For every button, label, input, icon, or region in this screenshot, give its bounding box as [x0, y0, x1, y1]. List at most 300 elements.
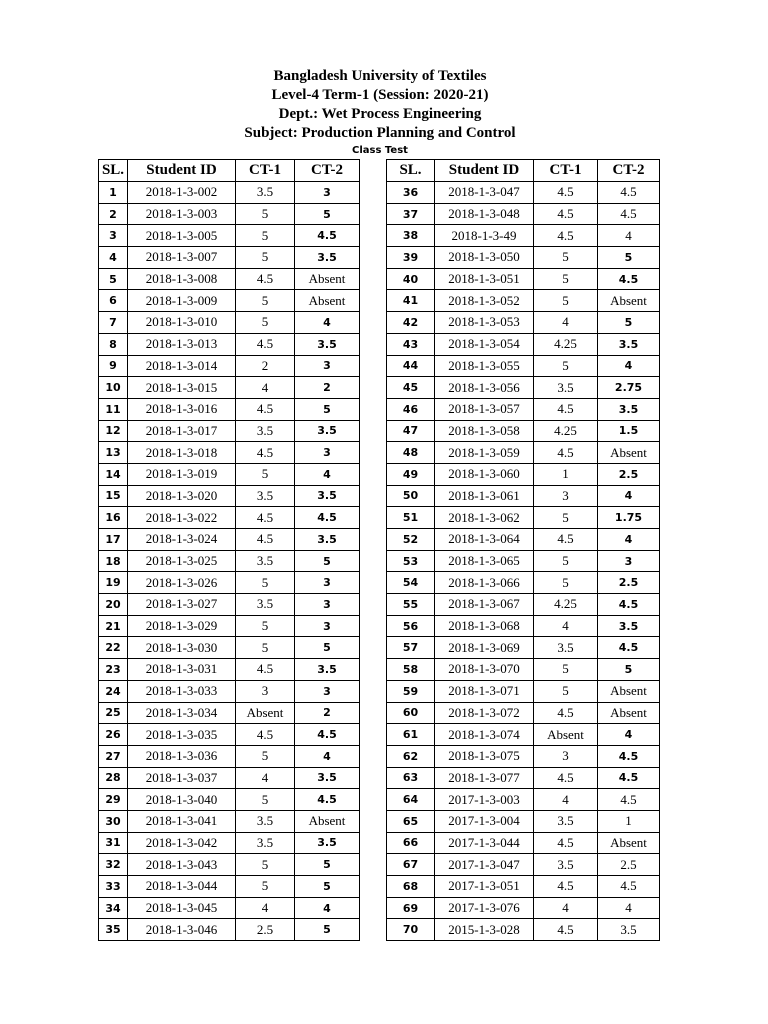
column-separator — [360, 463, 387, 485]
ct2-score-cell: 5 — [295, 876, 360, 898]
ct1-score-cell: 4 — [236, 377, 295, 399]
serial-number-cell: 35 — [99, 919, 128, 941]
ct1-score-cell: 4.5 — [534, 182, 598, 204]
ct2-score-cell: 5 — [598, 659, 660, 681]
student-id-cell: 2018-1-3-015 — [128, 377, 236, 399]
ct1-score-cell: 5 — [236, 225, 295, 247]
ct2-score-cell: 4.5 — [295, 724, 360, 746]
ct1-score-cell: 4.5 — [236, 659, 295, 681]
department: Dept.: Wet Process Engineering — [278, 106, 482, 122]
col-header-sl: SL. — [99, 160, 128, 182]
serial-number-cell: 26 — [99, 724, 128, 746]
ct1-score-cell: 3 — [534, 745, 598, 767]
ct1-score-cell: 4.5 — [534, 529, 598, 551]
ct2-score-cell: 5 — [295, 550, 360, 572]
ct1-score-cell: 4.5 — [236, 442, 295, 464]
serial-number-cell: 38 — [387, 225, 435, 247]
col-header-student-id: Student ID — [435, 160, 534, 182]
ct2-score-cell: 4.5 — [598, 767, 660, 789]
column-separator — [360, 897, 387, 919]
ct2-score-cell: 4.5 — [598, 637, 660, 659]
ct1-score-cell: 3 — [534, 485, 598, 507]
serial-number-cell: 24 — [99, 680, 128, 702]
ct2-score-cell: 5 — [295, 203, 360, 225]
table-row — [99, 290, 660, 312]
serial-number-cell: 46 — [387, 398, 435, 420]
student-id-cell: 2018-1-3-060 — [435, 463, 534, 485]
table-row — [99, 507, 660, 529]
student-id-cell: 2018-1-3-033 — [128, 680, 236, 702]
serial-number-cell: 2 — [99, 203, 128, 225]
serial-number-cell: 70 — [387, 919, 435, 941]
ct1-score-cell: 3.5 — [236, 550, 295, 572]
table-row — [99, 550, 660, 572]
ct1-score-cell: 4 — [534, 312, 598, 334]
serial-number-cell: 19 — [99, 572, 128, 594]
table-row — [99, 377, 660, 399]
column-separator — [360, 767, 387, 789]
student-id-cell: 2018-1-3-070 — [435, 659, 534, 681]
ct2-score-cell: 5 — [295, 398, 360, 420]
ct2-score-cell: 3.5 — [295, 485, 360, 507]
ct1-score-cell: 3.5 — [236, 182, 295, 204]
table-row — [99, 637, 660, 659]
student-id-cell: 2018-1-3-014 — [128, 355, 236, 377]
table-row — [99, 680, 660, 702]
student-id-cell: 2017-1-3-004 — [435, 810, 534, 832]
serial-number-cell: 40 — [387, 268, 435, 290]
serial-number-cell: 15 — [99, 485, 128, 507]
column-separator — [360, 745, 387, 767]
column-separator — [360, 529, 387, 551]
table-row — [99, 724, 660, 746]
student-id-cell: 2018-1-3-047 — [435, 182, 534, 204]
column-separator — [360, 247, 387, 269]
column-separator — [360, 160, 387, 182]
column-separator — [360, 789, 387, 811]
student-id-cell: 2018-1-3-030 — [128, 637, 236, 659]
table-row — [99, 745, 660, 767]
ct1-score-cell: 5 — [236, 789, 295, 811]
table-row — [99, 268, 660, 290]
ct2-score-cell: 3.5 — [295, 529, 360, 551]
ct1-score-cell: 5 — [236, 463, 295, 485]
serial-number-cell: 5 — [99, 268, 128, 290]
serial-number-cell: 55 — [387, 594, 435, 616]
student-id-cell: 2018-1-3-050 — [435, 247, 534, 269]
serial-number-cell: 30 — [99, 810, 128, 832]
student-id-cell: 2018-1-3-026 — [128, 572, 236, 594]
serial-number-cell: 18 — [99, 550, 128, 572]
ct1-score-cell: 5 — [236, 745, 295, 767]
ct1-score-cell: 4.25 — [534, 420, 598, 442]
ct2-score-cell: 4 — [598, 529, 660, 551]
ct2-score-cell: 4.5 — [598, 745, 660, 767]
serial-number-cell: 33 — [99, 876, 128, 898]
ct1-score-cell: 4.5 — [534, 832, 598, 854]
serial-number-cell: 54 — [387, 572, 435, 594]
ct1-score-cell: 4 — [534, 897, 598, 919]
serial-number-cell: 14 — [99, 463, 128, 485]
student-id-cell: 2018-1-3-051 — [435, 268, 534, 290]
student-id-cell: 2018-1-3-054 — [435, 333, 534, 355]
serial-number-cell: 61 — [387, 724, 435, 746]
serial-number-cell: 44 — [387, 355, 435, 377]
student-id-cell: 2018-1-3-072 — [435, 702, 534, 724]
ct2-score-cell: Absent — [598, 832, 660, 854]
serial-number-cell: 4 — [99, 247, 128, 269]
student-id-cell: 2018-1-3-024 — [128, 529, 236, 551]
column-separator — [360, 615, 387, 637]
ct1-score-cell: 5 — [534, 247, 598, 269]
column-separator — [360, 355, 387, 377]
table-row — [99, 594, 660, 616]
col-header-ct1: CT-1 — [236, 160, 295, 182]
table-row — [99, 312, 660, 334]
student-id-cell: 2018-1-3-048 — [435, 203, 534, 225]
ct1-score-cell: 4.5 — [534, 767, 598, 789]
serial-number-cell: 16 — [99, 507, 128, 529]
marks-table — [98, 159, 660, 941]
table-row — [99, 203, 660, 225]
student-id-cell: 2015-1-3-028 — [435, 919, 534, 941]
student-id-cell: 2018-1-3-069 — [435, 637, 534, 659]
ct2-score-cell: 4.5 — [598, 268, 660, 290]
serial-number-cell: 65 — [387, 810, 435, 832]
serial-number-cell: 41 — [387, 290, 435, 312]
table-row — [99, 463, 660, 485]
col-header-student-id: Student ID — [128, 160, 236, 182]
ct1-score-cell: 4.5 — [236, 507, 295, 529]
ct2-score-cell: 2 — [295, 377, 360, 399]
ct2-score-cell: 4.5 — [598, 182, 660, 204]
ct1-score-cell: 5 — [534, 572, 598, 594]
subject: Subject: Production Planning and Control — [244, 125, 516, 141]
ct2-score-cell: 4 — [295, 897, 360, 919]
ct2-score-cell: 4.5 — [598, 203, 660, 225]
serial-number-cell: 50 — [387, 485, 435, 507]
ct1-score-cell: 3.5 — [534, 854, 598, 876]
document-header — [0, 67, 760, 158]
table-row — [99, 247, 660, 269]
student-id-cell: 2018-1-3-043 — [128, 854, 236, 876]
col-header-ct1: CT-1 — [534, 160, 598, 182]
student-id-cell: 2018-1-3-019 — [128, 463, 236, 485]
ct2-score-cell: 3.5 — [295, 247, 360, 269]
student-id-cell: 2018-1-3-009 — [128, 290, 236, 312]
student-id-cell: 2018-1-3-062 — [435, 507, 534, 529]
ct2-score-cell: 2.75 — [598, 377, 660, 399]
ct1-score-cell: 3.5 — [236, 810, 295, 832]
table-row — [99, 919, 660, 941]
student-id-cell: 2018-1-3-042 — [128, 832, 236, 854]
col-header-ct2: CT-2 — [598, 160, 660, 182]
ct2-score-cell: 4.5 — [598, 789, 660, 811]
student-id-cell: 2018-1-3-002 — [128, 182, 236, 204]
serial-number-cell: 22 — [99, 637, 128, 659]
ct2-score-cell: 4.5 — [598, 594, 660, 616]
student-id-cell: 2018-1-3-018 — [128, 442, 236, 464]
ct1-score-cell: 5 — [534, 290, 598, 312]
col-header-ct2: CT-2 — [295, 160, 360, 182]
student-id-cell: 2018-1-3-008 — [128, 268, 236, 290]
serial-number-cell: 12 — [99, 420, 128, 442]
table-row — [99, 225, 660, 247]
student-id-cell: 2018-1-3-046 — [128, 919, 236, 941]
ct1-score-cell: 4.5 — [534, 442, 598, 464]
student-id-cell: 2017-1-3-044 — [435, 832, 534, 854]
serial-number-cell: 56 — [387, 615, 435, 637]
ct2-score-cell: 4.5 — [295, 225, 360, 247]
ct1-score-cell: 3.5 — [236, 485, 295, 507]
serial-number-cell: 11 — [99, 398, 128, 420]
ct1-score-cell: 4 — [236, 897, 295, 919]
ct2-score-cell: 3.5 — [295, 767, 360, 789]
student-id-cell: 2017-1-3-003 — [435, 789, 534, 811]
ct2-score-cell: 4 — [295, 745, 360, 767]
ct1-score-cell: 3.5 — [534, 377, 598, 399]
serial-number-cell: 48 — [387, 442, 435, 464]
ct1-score-cell: 4.25 — [534, 333, 598, 355]
serial-number-cell: 67 — [387, 854, 435, 876]
ct1-score-cell: 4.5 — [534, 702, 598, 724]
ct2-score-cell: 3.5 — [598, 398, 660, 420]
ct2-score-cell: Absent — [598, 680, 660, 702]
column-separator — [360, 637, 387, 659]
serial-number-cell: 28 — [99, 767, 128, 789]
student-id-cell: 2018-1-3-031 — [128, 659, 236, 681]
serial-number-cell: 25 — [99, 702, 128, 724]
column-separator — [360, 182, 387, 204]
column-separator — [360, 832, 387, 854]
table-row — [99, 442, 660, 464]
ct1-score-cell: 5 — [236, 312, 295, 334]
student-id-cell: 2017-1-3-076 — [435, 897, 534, 919]
student-id-cell: 2018-1-3-071 — [435, 680, 534, 702]
ct2-score-cell: 3.5 — [295, 659, 360, 681]
ct2-score-cell: 4 — [295, 312, 360, 334]
column-separator — [360, 550, 387, 572]
ct1-score-cell: 5 — [236, 247, 295, 269]
student-id-cell: 2018-1-3-065 — [435, 550, 534, 572]
ct1-score-cell: 5 — [534, 355, 598, 377]
student-id-cell: 2018-1-3-010 — [128, 312, 236, 334]
serial-number-cell: 62 — [387, 745, 435, 767]
student-id-cell: 2018-1-3-029 — [128, 615, 236, 637]
ct2-score-cell: 1.5 — [598, 420, 660, 442]
student-id-cell: 2018-1-3-020 — [128, 485, 236, 507]
table-row — [99, 876, 660, 898]
student-id-cell: 2018-1-3-064 — [435, 529, 534, 551]
column-separator — [360, 854, 387, 876]
ct2-score-cell: 2 — [295, 702, 360, 724]
student-id-cell: 2018-1-3-058 — [435, 420, 534, 442]
ct2-score-cell: 3 — [598, 550, 660, 572]
ct1-score-cell: 5 — [236, 876, 295, 898]
ct2-score-cell: 3 — [295, 182, 360, 204]
table-row — [99, 615, 660, 637]
ct1-score-cell: 4 — [534, 615, 598, 637]
university-name: Bangladesh University of Textiles — [273, 68, 487, 84]
column-separator — [360, 572, 387, 594]
ct1-score-cell: Absent — [534, 724, 598, 746]
serial-number-cell: 1 — [99, 182, 128, 204]
student-id-cell: 2018-1-3-055 — [435, 355, 534, 377]
ct1-score-cell: 4.25 — [534, 594, 598, 616]
ct1-score-cell: 2.5 — [236, 919, 295, 941]
table-row — [99, 398, 660, 420]
ct2-score-cell: 4 — [598, 897, 660, 919]
ct1-score-cell: 5 — [534, 680, 598, 702]
student-id-cell: 2018-1-3-003 — [128, 203, 236, 225]
ct2-score-cell: 5 — [295, 854, 360, 876]
student-id-cell: 2018-1-3-057 — [435, 398, 534, 420]
student-id-cell: 2018-1-3-075 — [435, 745, 534, 767]
table-row — [99, 485, 660, 507]
serial-number-cell: 7 — [99, 312, 128, 334]
student-id-cell: 2018-1-3-035 — [128, 724, 236, 746]
ct1-score-cell: 5 — [236, 572, 295, 594]
serial-number-cell: 52 — [387, 529, 435, 551]
table-row — [99, 702, 660, 724]
serial-number-cell: 20 — [99, 594, 128, 616]
ct1-score-cell: 5 — [534, 659, 598, 681]
ct2-score-cell: 3 — [295, 615, 360, 637]
ct2-score-cell: 2.5 — [598, 572, 660, 594]
column-separator — [360, 876, 387, 898]
column-separator — [360, 594, 387, 616]
table-row — [99, 789, 660, 811]
ct1-score-cell: 5 — [236, 637, 295, 659]
student-id-cell: 2018-1-3-49 — [435, 225, 534, 247]
table-row — [99, 767, 660, 789]
student-id-cell: 2018-1-3-067 — [435, 594, 534, 616]
ct1-score-cell: 5 — [236, 615, 295, 637]
table-row — [99, 333, 660, 355]
ct2-score-cell: Absent — [295, 810, 360, 832]
student-id-cell: 2018-1-3-040 — [128, 789, 236, 811]
student-id-cell: 2018-1-3-045 — [128, 897, 236, 919]
column-separator — [360, 919, 387, 941]
serial-number-cell: 47 — [387, 420, 435, 442]
ct2-score-cell: 4 — [598, 485, 660, 507]
student-id-cell: 2018-1-3-053 — [435, 312, 534, 334]
ct1-score-cell: 4.5 — [534, 919, 598, 941]
serial-number-cell: 66 — [387, 832, 435, 854]
serial-number-cell: 39 — [387, 247, 435, 269]
serial-number-cell: 58 — [387, 659, 435, 681]
column-separator — [360, 203, 387, 225]
ct1-score-cell: 5 — [236, 290, 295, 312]
serial-number-cell: 49 — [387, 463, 435, 485]
column-separator — [360, 680, 387, 702]
column-separator — [360, 420, 387, 442]
student-id-cell: 2018-1-3-022 — [128, 507, 236, 529]
serial-number-cell: 45 — [387, 377, 435, 399]
ct1-score-cell: 1 — [534, 463, 598, 485]
serial-number-cell: 34 — [99, 897, 128, 919]
student-id-cell: 2018-1-3-037 — [128, 767, 236, 789]
student-id-cell: 2018-1-3-059 — [435, 442, 534, 464]
serial-number-cell: 27 — [99, 745, 128, 767]
ct2-score-cell: 5 — [598, 312, 660, 334]
serial-number-cell: 63 — [387, 767, 435, 789]
ct2-score-cell: 4 — [598, 724, 660, 746]
ct2-score-cell: Absent — [598, 442, 660, 464]
serial-number-cell: 59 — [387, 680, 435, 702]
serial-number-cell: 10 — [99, 377, 128, 399]
ct1-score-cell: Absent — [236, 702, 295, 724]
serial-number-cell: 64 — [387, 789, 435, 811]
ct2-score-cell: Absent — [598, 702, 660, 724]
ct1-score-cell: 4.5 — [534, 203, 598, 225]
ct2-score-cell: 3.5 — [295, 420, 360, 442]
ct1-score-cell: 3.5 — [534, 810, 598, 832]
student-id-cell: 2018-1-3-056 — [435, 377, 534, 399]
ct2-score-cell: 3 — [295, 594, 360, 616]
student-id-cell: 2018-1-3-016 — [128, 398, 236, 420]
ct1-score-cell: 4.5 — [236, 268, 295, 290]
ct1-score-cell: 5 — [236, 854, 295, 876]
column-separator — [360, 290, 387, 312]
serial-number-cell: 69 — [387, 897, 435, 919]
student-id-cell: 2018-1-3-068 — [435, 615, 534, 637]
student-id-cell: 2018-1-3-077 — [435, 767, 534, 789]
serial-number-cell: 53 — [387, 550, 435, 572]
column-separator — [360, 398, 387, 420]
ct2-score-cell: 5 — [295, 919, 360, 941]
student-id-cell: 2018-1-3-044 — [128, 876, 236, 898]
serial-number-cell: 37 — [387, 203, 435, 225]
serial-number-cell: 57 — [387, 637, 435, 659]
ct2-score-cell: 3 — [295, 442, 360, 464]
column-separator — [360, 442, 387, 464]
table-row — [99, 832, 660, 854]
student-id-cell: 2018-1-3-017 — [128, 420, 236, 442]
student-id-cell: 2018-1-3-034 — [128, 702, 236, 724]
ct2-score-cell: 3.5 — [598, 919, 660, 941]
ct2-score-cell: Absent — [295, 268, 360, 290]
ct2-score-cell: 1.75 — [598, 507, 660, 529]
student-id-cell: 2018-1-3-013 — [128, 333, 236, 355]
column-separator — [360, 507, 387, 529]
table-row — [99, 355, 660, 377]
ct1-score-cell: 5 — [534, 550, 598, 572]
serial-number-cell: 32 — [99, 854, 128, 876]
ct1-score-cell: 4 — [534, 789, 598, 811]
ct2-score-cell: 1 — [598, 810, 660, 832]
ct2-score-cell: Absent — [295, 290, 360, 312]
column-separator — [360, 702, 387, 724]
ct1-score-cell: 4 — [236, 767, 295, 789]
ct1-score-cell: 2 — [236, 355, 295, 377]
student-id-cell: 2018-1-3-005 — [128, 225, 236, 247]
ct1-score-cell: 4.5 — [236, 333, 295, 355]
column-separator — [360, 333, 387, 355]
ct1-score-cell: 3.5 — [534, 637, 598, 659]
column-separator — [360, 377, 387, 399]
student-id-cell: 2018-1-3-025 — [128, 550, 236, 572]
serial-number-cell: 29 — [99, 789, 128, 811]
ct2-score-cell: 3.5 — [295, 333, 360, 355]
table-row — [99, 529, 660, 551]
serial-number-cell: 13 — [99, 442, 128, 464]
ct2-score-cell: 3 — [295, 680, 360, 702]
serial-number-cell: 23 — [99, 659, 128, 681]
column-separator — [360, 659, 387, 681]
student-id-cell: 2018-1-3-007 — [128, 247, 236, 269]
ct2-score-cell: 3 — [295, 572, 360, 594]
